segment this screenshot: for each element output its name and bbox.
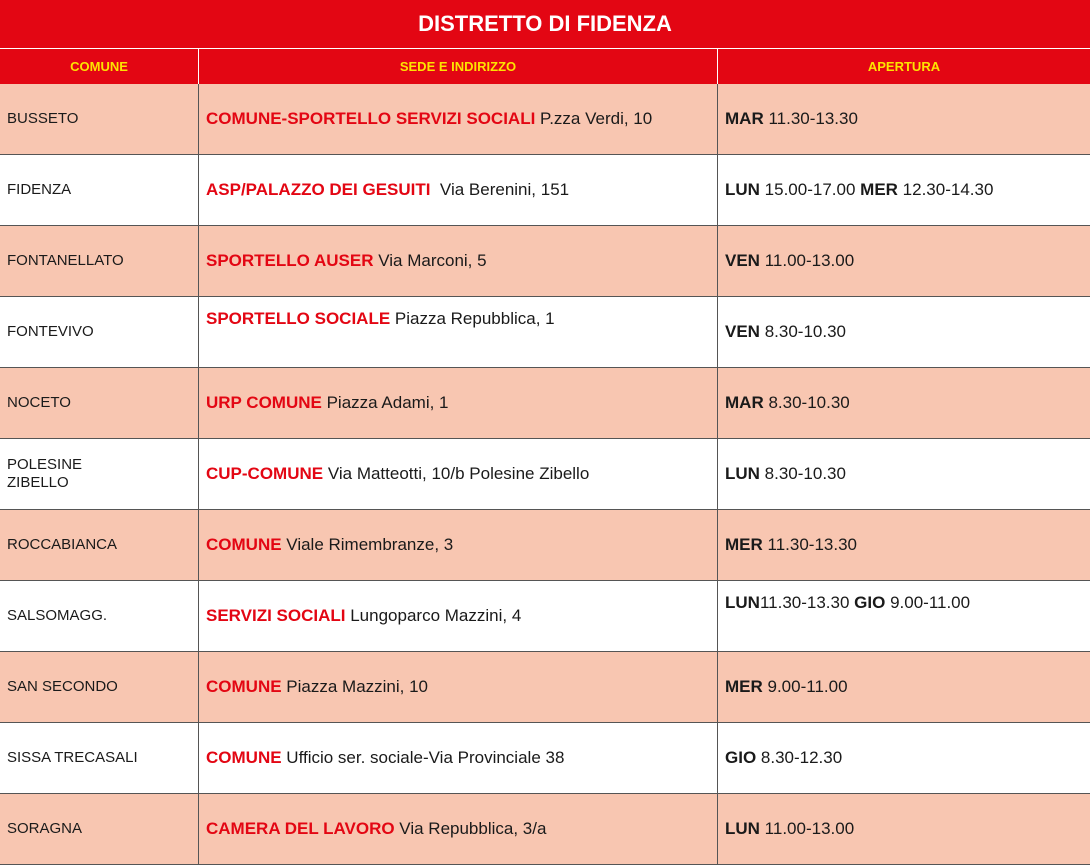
sede-cell — [199, 510, 718, 580]
comune-cell — [0, 581, 199, 651]
table-row — [0, 368, 1090, 439]
table-row — [0, 723, 1090, 794]
table-row — [0, 510, 1090, 581]
sede-name: SPORTELLO AUSER — [206, 251, 374, 270]
comune-name — [7, 536, 117, 554]
apertura-day: LUN — [725, 819, 760, 838]
sede-address: Ufficio ser. sociale-Via Provinciale 38 — [281, 748, 565, 767]
comune-line: SISSA TRECASALI — [7, 749, 138, 766]
sede-cell — [199, 439, 718, 509]
header-apertura: APERTURA — [867, 59, 941, 74]
apertura-cell — [718, 297, 1090, 367]
apertura-hours: 8.30-12.30 — [756, 748, 843, 767]
apertura-hours: 11.30-13.30 — [762, 535, 857, 554]
comune-line: BUSSETO — [7, 110, 79, 127]
table-title: DISTRETTO DI FIDENZA — [0, 0, 1090, 48]
sede-address: Via Marconi, 5 — [373, 251, 487, 270]
apertura-cell — [718, 155, 1090, 225]
sede-address: Piazza Repubblica, 1 — [390, 309, 555, 328]
apertura-cell — [718, 510, 1090, 580]
apertura-day: LUN — [725, 593, 760, 612]
apertura-day: MER — [725, 535, 763, 554]
comune-name — [7, 607, 107, 625]
sede-cell — [199, 297, 718, 367]
sede-cell — [199, 226, 718, 296]
table-row — [0, 794, 1090, 865]
comune-line: FONTANELLATO — [7, 252, 124, 269]
comune-line: SALSOMAGG. — [7, 607, 108, 624]
comune-line: FIDENZA — [7, 181, 72, 198]
apertura-hours: 9.00-11.00 — [885, 593, 971, 612]
sede-cell — [199, 581, 718, 651]
apertura-day: MER — [860, 180, 898, 199]
apertura-cell — [718, 723, 1090, 793]
apertura-cell — [718, 794, 1090, 864]
table-body — [0, 84, 1090, 865]
apertura-cell — [718, 368, 1090, 438]
table-row — [0, 297, 1090, 368]
apertura-hours: 12.30-14.30 — [897, 180, 994, 199]
apertura-hours: 11.30-13.30 — [763, 109, 858, 128]
comune-cell — [0, 368, 199, 438]
apertura-hours: 11.00-13.00 — [759, 819, 855, 838]
comune-line: SORAGNA — [7, 820, 83, 837]
apertura-hours: 11.30-13.30 — [759, 593, 855, 612]
sede-cell — [199, 368, 718, 438]
sede-name: COMUNE-SPORTELLO SERVIZI SOCIALI — [206, 109, 536, 128]
comune-name — [7, 749, 138, 767]
apertura-day: MAR — [725, 109, 764, 128]
sede-cell — [199, 794, 718, 864]
comune-name — [7, 394, 71, 412]
apertura-hours: 8.30-10.30 — [759, 322, 846, 341]
comune-line: POLESINE — [7, 456, 83, 473]
sede-name: CUP-COMUNE — [206, 464, 324, 483]
comune-name — [7, 323, 94, 341]
sede-address: Piazza Mazzini, 10 — [281, 677, 429, 696]
comune-line: ROCCABIANCA — [7, 536, 118, 553]
comune-name — [7, 110, 78, 128]
apertura-day: MAR — [725, 393, 764, 412]
table-row — [0, 155, 1090, 226]
sede-cell — [199, 652, 718, 722]
table-row — [0, 581, 1090, 652]
table-row — [0, 652, 1090, 723]
comune-cell — [0, 723, 199, 793]
comune-line: ZIBELLO — [7, 474, 69, 491]
comune-cell — [0, 226, 199, 296]
apertura-hours: 8.30-10.30 — [759, 464, 846, 483]
sede-cell — [199, 155, 718, 225]
table-row — [0, 439, 1090, 510]
table-header-row — [0, 48, 1090, 84]
apertura-day: MER — [725, 677, 763, 696]
sede-name: URP COMUNE — [206, 393, 322, 412]
sede-address: Piazza Adami, 1 — [321, 393, 449, 412]
comune-name — [7, 456, 82, 492]
sede-name: COMUNE — [206, 748, 282, 767]
sede-cell — [199, 723, 718, 793]
apertura-cell — [718, 84, 1090, 154]
apertura-hours: 9.00-11.00 — [762, 677, 848, 696]
sede-name: COMUNE — [206, 677, 282, 696]
apertura-day: VEN — [725, 322, 760, 341]
sede-address: Via Matteotti, 10/b Polesine Zibello — [323, 464, 590, 483]
sede-cell — [199, 84, 718, 154]
table-row — [0, 226, 1090, 297]
comune-cell — [0, 297, 199, 367]
sede-address: Viale Rimembranze, 3 — [281, 535, 454, 554]
comune-cell — [0, 652, 199, 722]
comune-cell — [0, 155, 199, 225]
apertura-day: GIO — [725, 748, 757, 767]
comune-cell — [0, 794, 199, 864]
apertura-hours: 8.30-10.30 — [763, 393, 850, 412]
apertura-day: VEN — [725, 251, 760, 270]
apertura-cell — [718, 581, 1090, 651]
sede-address: Via Berenini, 151 — [430, 180, 570, 199]
apertura-cell — [718, 226, 1090, 296]
comune-cell — [0, 510, 199, 580]
comune-cell — [0, 84, 199, 154]
header-sede: SEDE E INDIRIZZO — [199, 49, 718, 84]
table-row — [0, 84, 1090, 155]
comune-line: SAN SECONDO — [7, 678, 118, 695]
comune-name — [7, 820, 82, 838]
apertura-cell — [718, 439, 1090, 509]
comune-cell — [0, 439, 199, 509]
sede-address: Lungoparco Mazzini, 4 — [345, 606, 522, 625]
sede-name: SPORTELLO SOCIALE — [206, 309, 391, 328]
comune-name — [7, 678, 118, 696]
sede-name: SERVIZI SOCIALI — [206, 606, 346, 625]
sede-name: COMUNE — [206, 535, 282, 554]
comune-name — [7, 181, 71, 199]
apertura-hours: 15.00-17.00 — [759, 180, 861, 199]
apertura-cell — [718, 652, 1090, 722]
sede-address: Via Repubblica, 3/a — [394, 819, 547, 838]
comune-name — [7, 252, 124, 270]
apertura-day: LUN — [725, 464, 760, 483]
sede-address: P.zza Verdi, 10 — [535, 109, 653, 128]
header-comune: COMUNE — [0, 49, 199, 84]
apertura-hours: 11.00-13.00 — [759, 251, 855, 270]
sede-name: CAMERA DEL LAVORO — [206, 819, 395, 838]
apertura-day: GIO — [854, 593, 886, 612]
comune-line: NOCETO — [7, 394, 71, 411]
comune-line: FONTEVIVO — [7, 323, 94, 340]
apertura-day: LUN — [725, 180, 760, 199]
sede-name: ASP/PALAZZO DEI GESUITI — [206, 180, 431, 199]
